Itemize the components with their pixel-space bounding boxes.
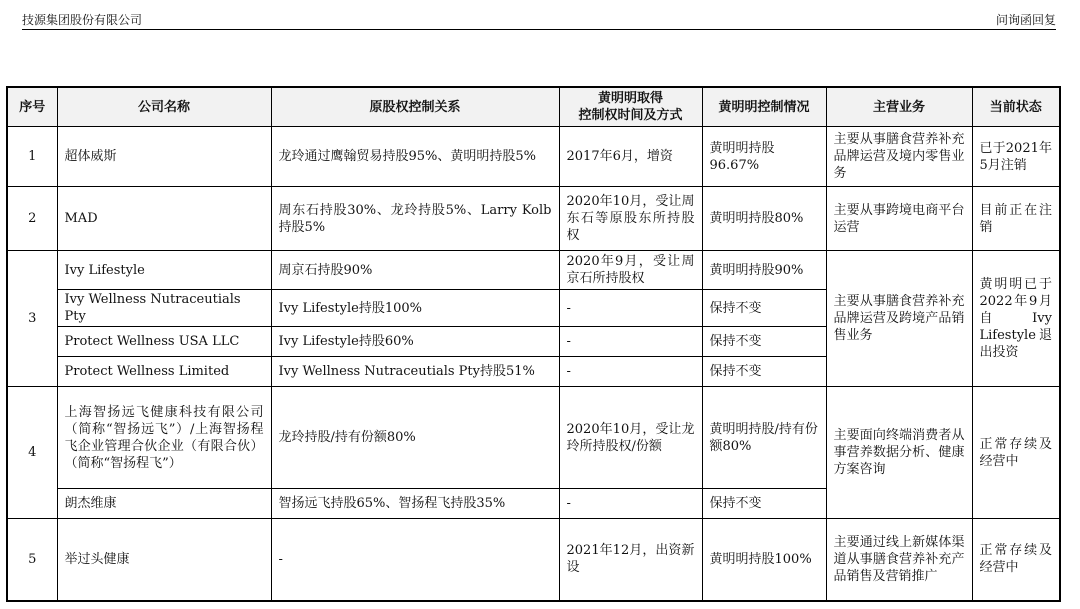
col-header-acquire-l1: 黄明明取得	[597, 91, 663, 106]
cell-status: 正常存续及经营中	[972, 519, 1060, 601]
cell-name: Protect Wellness Limited	[57, 357, 271, 387]
cell-relation: 龙玲持股/持有份额80%	[271, 387, 559, 489]
cell-name: 朗杰维康	[57, 489, 271, 519]
cell-business: 主要从事跨境电商平台运营	[826, 187, 972, 251]
company-table	[6, 86, 1061, 602]
table-row	[7, 251, 1060, 290]
cell-acquire: 2021年12月，出资新设	[559, 519, 702, 601]
col-header-acquire-l2: 控制权时间及方式	[578, 108, 683, 123]
cell-acquire: -	[559, 327, 702, 357]
cell-control: 保持不变	[702, 357, 826, 387]
cell-no: 3	[7, 251, 57, 387]
cell-acquire: 2020年10月，受让龙玲所持股权/份额	[559, 387, 702, 489]
cell-relation: Ivy Wellness Nutraceutials Pty持股51%	[271, 357, 559, 387]
table-row	[7, 127, 1060, 187]
cell-business: 主要从事膳食营养补充品牌运营及跨境产品销售业务	[826, 251, 972, 387]
cell-business: 主要通过线上新媒体渠道从事膳食营养补充产品销售及营销推广	[826, 519, 972, 601]
cell-relation: Ivy Lifestyle持股100%	[271, 290, 559, 327]
cell-acquire: -	[559, 489, 702, 519]
cell-acquire: -	[559, 357, 702, 387]
cell-name: 超体威斯	[57, 127, 271, 187]
table-row	[7, 387, 1060, 489]
header-company: 技源集团股份有限公司	[22, 13, 143, 27]
cell-relation: 周东石持股30%、龙玲持股5%、Larry Kolb持股5%	[271, 187, 559, 251]
cell-business: 主要面向终端消费者从事营养数据分析、健康方案咨询	[826, 387, 972, 519]
cell-relation: 智扬远飞持股65%、智扬程飞持股35%	[271, 489, 559, 519]
cell-relation: -	[271, 519, 559, 601]
cell-no: 1	[7, 127, 57, 187]
cell-no: 5	[7, 519, 57, 601]
col-header-name: 公司名称	[57, 87, 271, 127]
cell-relation: Ivy Lifestyle持股60%	[271, 327, 559, 357]
cell-control: 保持不变	[702, 290, 826, 327]
col-header-control: 黄明明控制情况	[702, 87, 826, 127]
col-header-no: 序号	[7, 87, 57, 127]
table-row	[7, 519, 1060, 601]
col-header-status: 当前状态	[972, 87, 1060, 127]
cell-name: Ivy Lifestyle	[57, 251, 271, 290]
cell-relation: 龙玲通过鹰翰贸易持股95%、黄明明持股5%	[271, 127, 559, 187]
col-header-business: 主营业务	[826, 87, 972, 127]
cell-acquire: 2020年10月，受让周东石等原股东所持股权	[559, 187, 702, 251]
cell-acquire: 2017年6月，增资	[559, 127, 702, 187]
cell-control: 黄明明持股/持有份额80%	[702, 387, 826, 489]
cell-name: 上海智扬远飞健康科技有限公司（简称“智扬远飞”）/上海智扬程飞企业管理合伙企业（有限合伙）（简称“智扬程飞”）	[57, 387, 271, 489]
cell-relation: 周京石持股90%	[271, 251, 559, 290]
cell-name: 举过头健康	[57, 519, 271, 601]
cell-control: 黄明明持股100%	[702, 519, 826, 601]
cell-status: 正常存续及经营中	[972, 387, 1060, 519]
col-header-relation: 原股权控制关系	[271, 87, 559, 127]
cell-acquire: 2020年9月，受让周京石所持股权	[559, 251, 702, 290]
cell-no: 4	[7, 387, 57, 519]
cell-control: 保持不变	[702, 489, 826, 519]
cell-control: 黄明明持股90%	[702, 251, 826, 290]
table-header-row	[7, 87, 1060, 127]
cell-no: 2	[7, 187, 57, 251]
cell-name: Ivy Wellness Nutraceutials Pty	[57, 290, 271, 327]
cell-name: MAD	[57, 187, 271, 251]
cell-name: Protect Wellness USA LLC	[57, 327, 271, 357]
cell-acquire: -	[559, 290, 702, 327]
col-header-acquire	[559, 87, 702, 127]
cell-status: 已于2021年5月注销	[972, 127, 1060, 187]
cell-business: 主要从事膳食营养补充品牌运营及境内零售业务	[826, 127, 972, 187]
cell-status: 黄明明已于2022年9月自Ivy Lifestyle退出投资	[972, 251, 1060, 387]
header-doc-title: 问询函回复	[995, 13, 1056, 27]
cell-status: 目前正在注销	[972, 187, 1060, 251]
cell-control: 黄明明持股96.67%	[702, 127, 826, 187]
table-row	[7, 187, 1060, 251]
cell-control: 保持不变	[702, 327, 826, 357]
cell-control: 黄明明持股80%	[702, 187, 826, 251]
header-rule	[22, 29, 1056, 30]
